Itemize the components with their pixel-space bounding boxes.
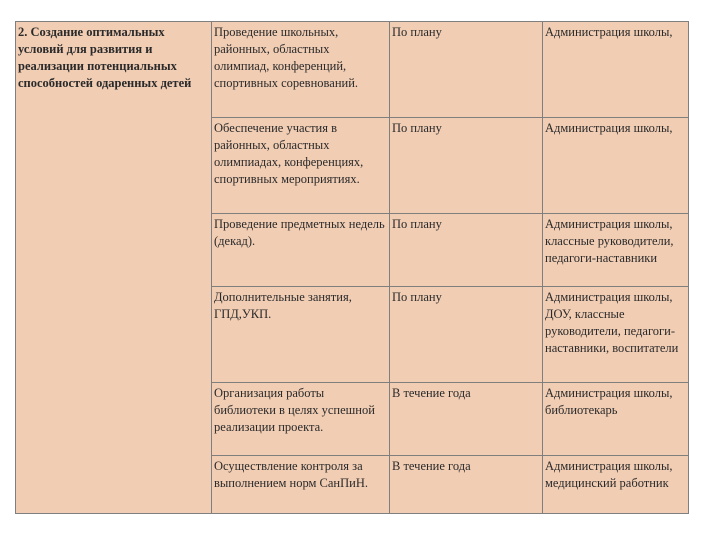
responsible-cell: Администрация школы, библиотекарь (543, 383, 689, 456)
activity-cell: Проведение школьных, районных, областных олимпиад, конференций, спортивных соревнований. (212, 22, 390, 118)
goal-line: 2. Создание оптимальных (18, 25, 165, 39)
activity-cell: Осуществление контроля за выполнением норм СанПиН. (212, 456, 390, 514)
timing-cell: В течение года (390, 456, 543, 514)
goal-cell (16, 22, 212, 514)
timing-cell: По плану (390, 214, 543, 287)
goal-line: условий для развития и (18, 42, 153, 56)
activity-cell: Дополнительные занятия, ГПД,УКП. (212, 287, 390, 383)
timing-cell: По плану (390, 287, 543, 383)
plan-table (15, 21, 689, 514)
goal-text (18, 24, 191, 92)
timing-cell: По плану (390, 22, 543, 118)
activity-cell: Организация работы библиотеки в целях успешной реализации проекта. (212, 383, 390, 456)
responsible-cell: Администрация школы, (543, 22, 689, 118)
table-row (16, 22, 689, 118)
responsible-cell: Администрация школы, медицинский работник (543, 456, 689, 514)
timing-cell: В течение года (390, 383, 543, 456)
responsible-cell: Администрация школы, ДОУ, классные руководители, педагоги-наставники, воспитатели (543, 287, 689, 383)
responsible-cell: Администрация школы, (543, 118, 689, 214)
timing-cell: По плану (390, 118, 543, 214)
activity-cell: Проведение предметных недель (декад). (212, 214, 390, 287)
goal-line: реализации потенциальных (18, 59, 177, 73)
responsible-cell: Администрация школы, классные руководители, педагоги-наставники (543, 214, 689, 287)
goal-line: способностей одаренных детей (18, 76, 192, 90)
activity-cell: Обеспечение участия в районных, областных олимпиадах, конференциях, спортивных мероприятиях. (212, 118, 390, 214)
